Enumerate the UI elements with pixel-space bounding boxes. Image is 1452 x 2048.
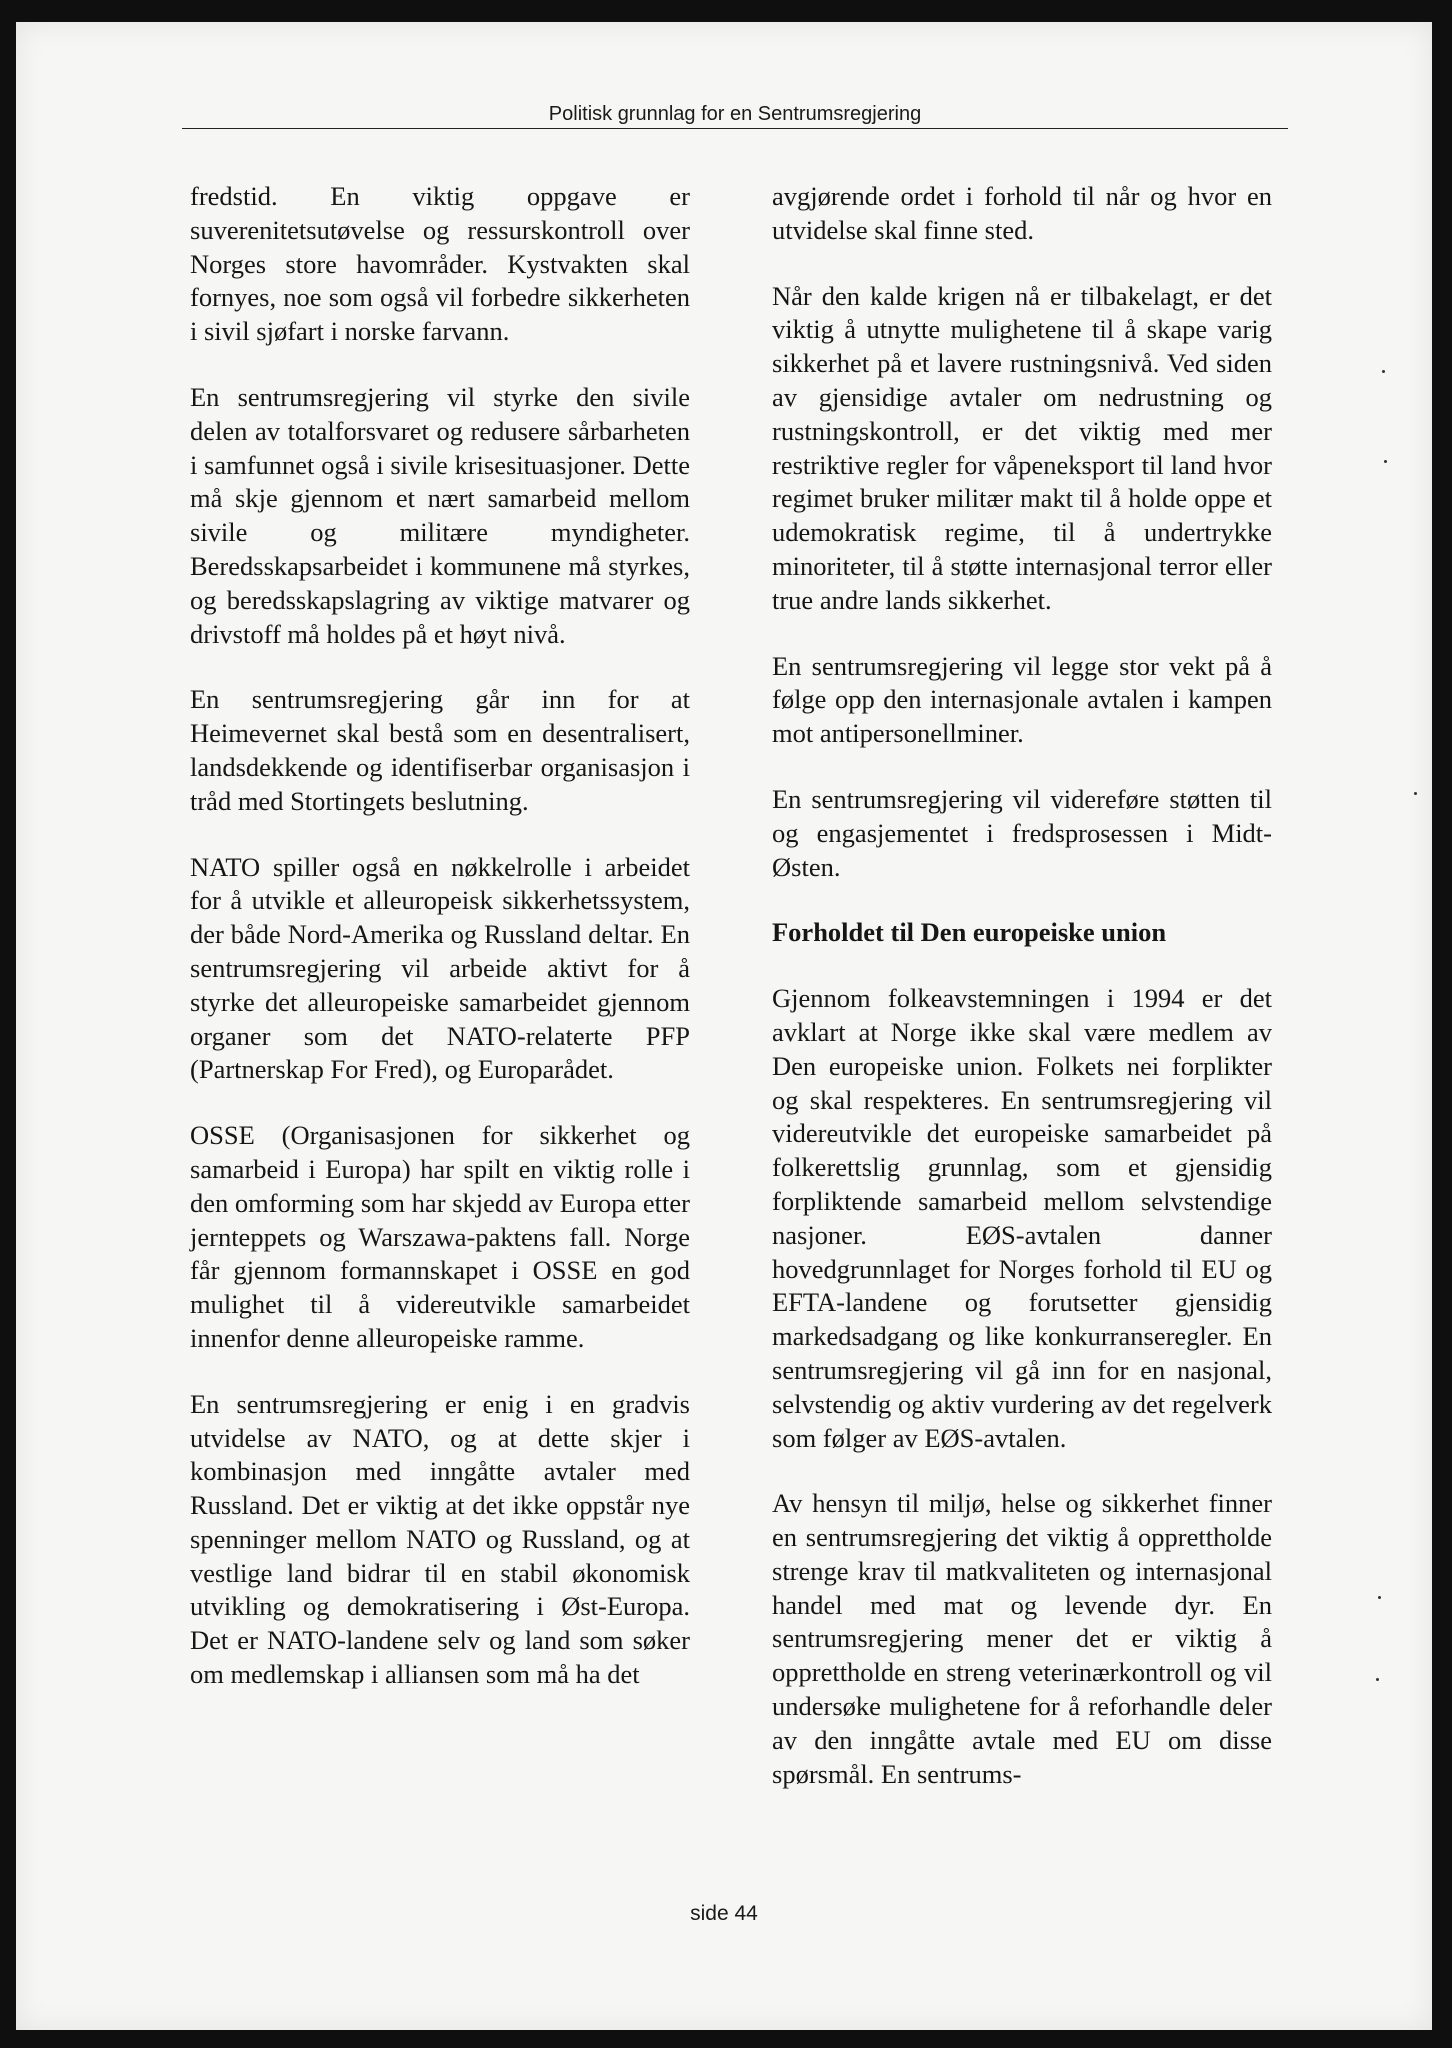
page-number: side 44 <box>690 1902 758 1925</box>
paragraph: OSSE (Organisasjonen for sikkerhet og samarbeid i Europa) har spilt en viktig rolle i den omforming som har skjedd av Europa etter jernteppets og Warszawa-paktens fall. Norge får gjennom formannskapet i OSSE en god mulighet til å videreutvikle samarbeidet innenfor denne alleuropeiske ramme. <box>190 1120 690 1353</box>
paragraph: En sentrumsregjering vil videreføre støtten til og engasjementet i fredsprosessen i Midt-Østen. <box>772 783 1272 882</box>
scan-speck <box>1382 370 1385 373</box>
paragraph: En sentrumsregjering går inn for at Heimevernet skal bestå som en desentralisert, landsdekkende og identifiserbar organisasjon i tråd med Stortingets beslutning. <box>190 684 690 816</box>
running-header: Politisk grunnlag for en Sentrumsregjering <box>182 100 1288 129</box>
left-column <box>190 180 690 1724</box>
right-column <box>772 180 1272 1823</box>
paragraph: Gjennom folkeavstemningen i 1994 er det avklart at Norge ikke skal være medlem av Den europeiske union. Folkets nei forplikter og skal respekteres. En sentrumsregjering vil videreutvikle det europeiske samarbeidet på folkerettslig grunnlag, som et gjensidig forpliktende samarbeid mellom selvstendige nasjoner. EØS-avtalen danner hovedgrunnlaget for Norges forhold til EU og EFTA-landene og forutsetter gjensidig markedsadgang og like konkurranseregler. En sentrumsregjering vil gå inn for en nasjonal, selvstendig og aktiv vurdering av det regelverk som følger av EØS-avtalen. <box>772 983 1272 1453</box>
paragraph: Når den kalde krigen nå er tilbakelagt, er det viktig å utnytte mulighetene til å skape varig sikkerhet på et lavere rustningsnivå. Ved siden av gjensidige avtaler om nedrustning og rustningskontroll, er det viktig med mer restriktive regler for våpeneksport til land hvor regimet bruker militær makt til å holde oppe et udemokratisk regime, til å undertrykke minoriteter, til å støtte internasjonal terror eller true andre lands sikkerhet. <box>772 280 1272 615</box>
paragraph: Av hensyn til miljø, helse og sikkerhet finner en sentrumsregjering det viktig å opprettholde strenge krav til matkvaliteten og internasjonal handel med mat og levende dyr. En sentrumsregjering mener det er viktig å opprettholde en streng veterinærkontroll og vil undersøke mulighetene for å reforhandle deler av den inngåtte avtale med EU om disse spørsmål. En sentrums- <box>772 1488 1272 1789</box>
paragraph: NATO spiller også en nøkkelrolle i arbeidet for å utvikle et alleuropeisk sikkerhetssystem, der både Nord-Amerika og Russland deltar. En sentrumsregjering vil arbeide aktivt for å styrke det alleuropeiske samarbeidet gjennom organer som det NATO-relaterte PFP (Partnerskap For Fred), og Europarådet. <box>190 851 690 1085</box>
paragraph: En sentrumsregjering vil styrke den sivile delen av totalforsvaret og redusere sårbarheten i samfunnet også i sivile krisesituasjoner. Dette må skje gjennom et nært samarbeid mellom sivile og militære myndigheter. Beredsskapsarbeidet i kommunene må styrkes, og beredsskapslagring av viktige matvarer og drivstoff må holdes på et høyt nivå. <box>190 381 690 649</box>
scan-speck <box>1414 792 1417 795</box>
scanned-page <box>16 22 1432 2030</box>
paragraph: avgjørende ordet i forhold til når og hvor en utvidelse skal finne sted. <box>772 181 1272 245</box>
section-heading: Forholdet til Den europeiske union <box>772 917 1167 948</box>
scan-speck <box>1376 1678 1379 1681</box>
paragraph: fredstid. En viktig oppgave er suverenitetsutøvelse og ressurskontroll over Norges store havområder. Kystvakten skal fornyes, noe som også vil forbedre sikkerheten i sivil sjøfart i norske farvann. <box>190 181 690 347</box>
paragraph: En sentrumsregjering vil legge stor vekt på å følge opp den internasjonale avtalen i kampen mot antipersonellminer. <box>772 650 1272 749</box>
paragraph: En sentrumsregjering er enig i en gradvis utvidelse av NATO, og at dette skjer i kombinasjon med inngåtte avtaler med Russland. Det er viktig at det ikke oppstår nye spenninger mellom NATO og Russland, og at vestlige land bidrar til en stabil økonomisk utvikling og demokratisering i Øst-Europa. Det er NATO-landene selv og land som søker om medlemskap i alliansen som må ha det <box>190 1388 690 1690</box>
scan-speck <box>1384 460 1387 463</box>
scan-speck <box>1378 1596 1381 1599</box>
